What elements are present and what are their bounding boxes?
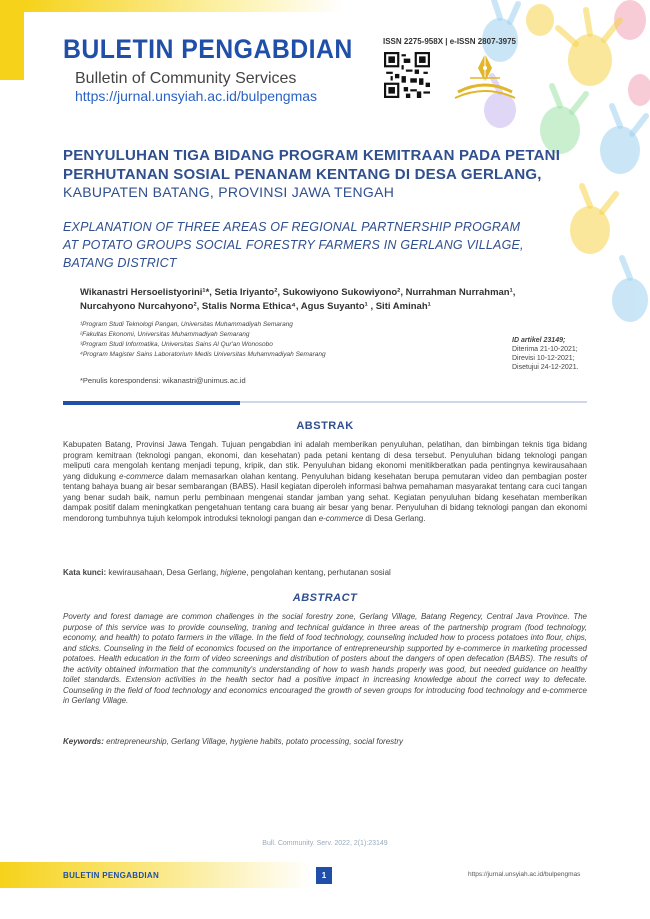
journal-url[interactable]: https://jurnal.unsyiah.ac.id/bulpengmas	[75, 88, 318, 104]
qr-code-icon[interactable]	[384, 52, 430, 98]
title-en-line: AT POTATO GROUPS SOCIAL FORESTRY FARMERS IN GERLANG VILLAGE,	[63, 238, 524, 252]
journal-subtitle: Bulletin of Community Services	[75, 70, 297, 87]
title-en-line: EXPLANATION OF THREE AREAS OF REGIONAL PARTNERSHIP PROGRAM	[63, 220, 521, 234]
affiliation: ¹Program Studi Teknologi Pangan, Universitas Muhammadiyah Semarang	[80, 321, 293, 328]
title-id-line: PERHUTANAN SOSIAL PENANAM KENTANG DI DESA GERLANG,	[63, 166, 542, 183]
abstrak-body: Kabupaten Batang, Provinsi Jawa Tengah. Tujuan pengabdian ini adalah memberikan penyuluhan, pelatihan, dan bimbingan teknis tiga bidang program kemitraan (teknologi pangan, ekonomi, dan kesehatan) pada petani kentang di desa tersebut. Penyuluhan bidang teknologi pangan meliputi cara mengolah kentang menjadi tepung, kripik, dan stik. Penyuluhan bidang ekonomi menitikberatkan pada pentingnya kewirausahaan yang didukung e-commerce dalam memasarkan olahan kentang. Penyuluhan bidang kesehatan berupa pemutaran video dan pembagian poster tentang bahaya buang air besar sembarangan (BABS). Hasil kegiatan diperoleh informasi bahwa pemahaman masyarakat tentang cara cuci tangan yang benar sudah baik, namun perlu pembinaan mengenai standar jamban yang sehat. Kegiatan penyuluhan bidang kesehatan memberikan dampak positif dalam meningkatkan pengetahuan tentang cara buang air besar yang benar. Penyuluhan di bidang teknologi pangan dan ekonomi mendorong tumbuhnya tujuh kelompok introduksi teknologi pangan dan e-commerce di Desa Gerlang.	[63, 440, 587, 523]
citation: Bull. Community. Serv. 2022, 2(1):23149	[262, 840, 388, 847]
footer-url[interactable]: https://jurnal.unsyiah.ac.id/bulpengmas	[468, 871, 581, 878]
article-id: ID artikel 23149;	[512, 337, 566, 344]
correspondence: *Penulis korespondensi: wikanastri@unimus.ac.id	[80, 376, 246, 385]
yellow-corner-accent	[0, 0, 24, 80]
keywords: Keywords: entrepreneurship, Gerlang Village, hygiene habits, potato processing, social forestry	[63, 737, 404, 746]
university-logo-icon	[450, 48, 520, 108]
revised-date: Direvisi 10-12-2021;	[512, 355, 575, 362]
page-number: 1	[316, 867, 332, 884]
affiliation: ²Fakultas Ekonomi, Universitas Muhammadiyah Semarang	[80, 331, 250, 338]
issn: ISSN 2275-958X | e-ISSN 2807-3975	[383, 37, 516, 46]
author-list	[80, 286, 560, 314]
article-history	[512, 336, 579, 372]
affiliation: ⁴Program Magister Sains Laboratorium Medis Universitas Muhammadiyah Semarang	[80, 351, 326, 358]
article-title-english	[63, 218, 553, 272]
affiliation-list	[80, 320, 326, 360]
footer-journal-name: BULETIN PENGABDIAN	[63, 871, 160, 880]
title-id-line: PENYULUHAN TIGA BIDANG PROGRAM KEMITRAAN PADA PETANI	[63, 147, 561, 164]
article-title-indonesian	[63, 146, 563, 184]
kata-kunci: Kata kunci: kewirausahaan, Desa Gerlang, higiene, pengolahan kentang, perhutanan sosial	[63, 568, 391, 577]
received-date: Diterima 21-10-2021;	[512, 346, 578, 353]
authors-line: Nurcahyono Nurcahyono², Stalis Norma Ethica⁴, Agus Suyanto¹ , Siti Aminah¹	[80, 301, 431, 312]
authors-line: Wikanastri Hersoelistyorini¹*, Setia Iriyanto², Sukowiyono Sukowiyono², Nurrahman Nurrahman¹,	[80, 287, 516, 298]
affiliation: ³Program Studi Informatika, Universitas Sains Al Qur'an Wonosobo	[80, 341, 273, 348]
section-divider-accent	[63, 401, 240, 405]
abstrak-heading: ABSTRAK	[296, 420, 354, 432]
abstract-body: Poverty and forest damage are common challenges in the social forestry zone, Gerlang Village, Batang Regency, Central Java Province. The purpose of this service was to provide counseling, traning and technical guidance in three areas of the partnership program (food technology, economy, and health) to potato farmers in the village. In the field of food technology, counseling included how to process potatoes into flour, chips, and sticks. Counseling in the field of economics focused on the importance of entrepreneurship supported by e-commerce in marketing processed potatoes. Health education in the form of video screenings and distribution of posters about the dangers of open defecation (BABS). The results of the activity obtained information that the community's understanding of how to wash hands properly was good, but needed guidance on healthy toilet standards. Extension activities in the health sector had a positive impact in increasing knowledge about the correct way to defecate. Counseling in the field of food technology and economics encouraged the growth of seven groups for introducing food technology and e-commerce in Gerlang Village.	[63, 612, 587, 705]
abstract-heading: ABSTRACT	[292, 592, 358, 604]
accepted-date: Disetujui 24-12-2021.	[512, 364, 579, 371]
title-id-location: KABUPATEN BATANG, PROVINSI JAWA TENGAH	[63, 184, 395, 200]
yellow-header-band	[24, 0, 344, 12]
journal-title: BULETIN PENGABDIAN	[63, 34, 353, 64]
title-en-line: BATANG DISTRICT	[63, 256, 177, 270]
